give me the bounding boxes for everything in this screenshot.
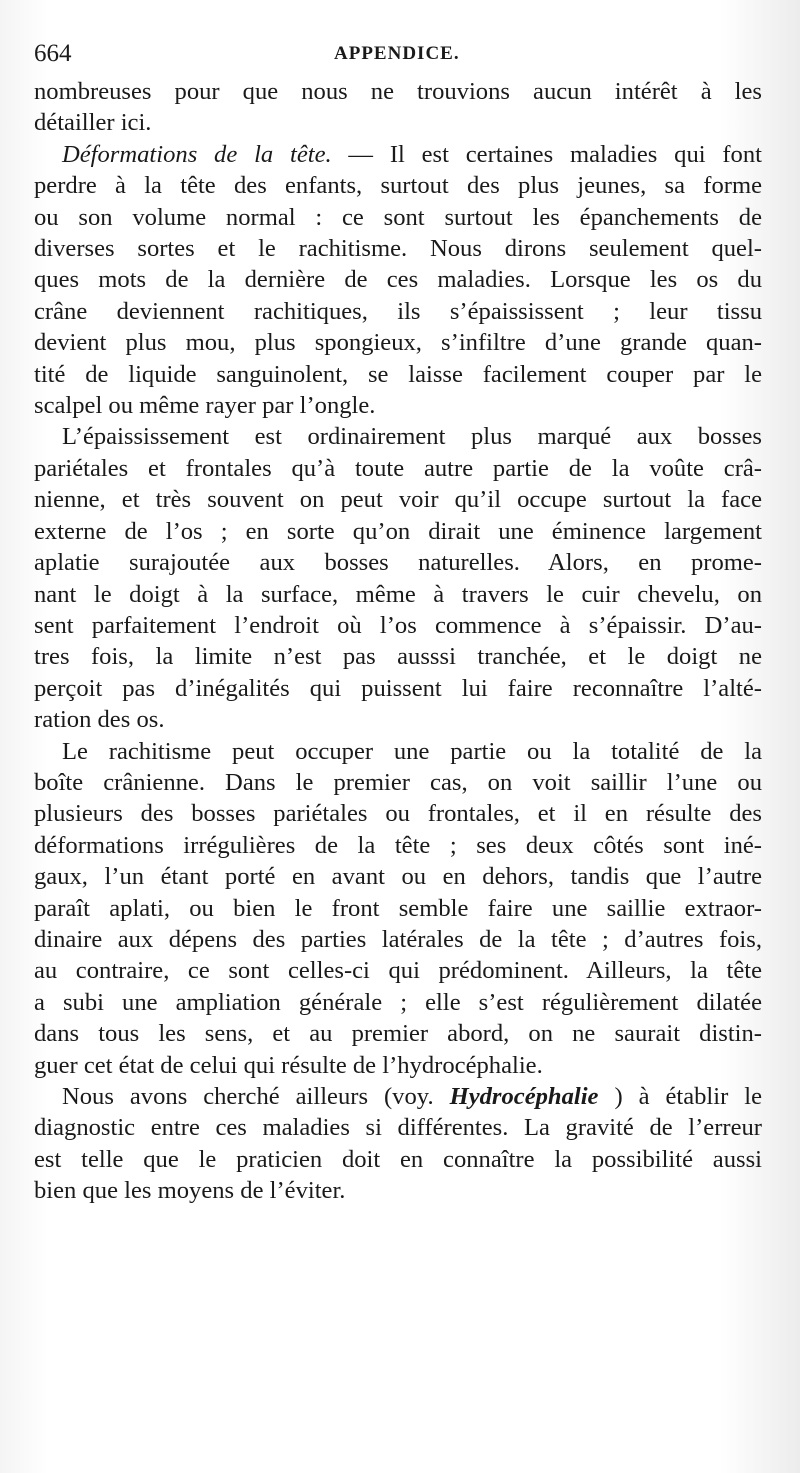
text-line (34, 1081, 762, 1112)
text-line: nant le doigt à la surface, même à travers le cuir chevelu, on (34, 580, 762, 608)
text-line: déformations irrégulières de la tête ; ses deux côtés sont iné- (34, 831, 762, 859)
text-line: ration des os. (34, 706, 165, 734)
text-line: bien que les moyens de l’éviter. (34, 1177, 346, 1205)
paragraph (34, 421, 762, 735)
text-line: crâne deviennent rachitiques, ils s’épaississent ; leur tissu (34, 297, 762, 325)
text-line: nienne, et très souvent on peut voir qu’il occupe surtout la face (34, 486, 762, 514)
text-line: L’épaississement est ordinairement plus marqué aux bosses (62, 423, 762, 451)
text-line: est telle que le praticien doit en connaître la possibilité aussi (34, 1145, 762, 1173)
text-line: détailler ici. (34, 109, 152, 137)
text-line: devient plus mou, plus spongieux, s’infiltre d’une grande quan- (34, 329, 762, 357)
page-header (34, 40, 764, 80)
page-number: 664 (34, 40, 72, 67)
section-heading: Déformations de la tête. (62, 140, 332, 168)
text-line: diverses sortes et le rachitisme. Nous dirons seulement quel- (34, 235, 762, 263)
text-line: perçoit pas d’inégalités qui puissent lui faire reconnaître l’alté- (34, 674, 762, 702)
text-fragment: — Il est certaines maladies qui font (331, 140, 762, 168)
text-line: perdre à la tête des enfants, surtout des plus jeunes, sa forme (34, 172, 762, 200)
text-line: boîte crânienne. Dans le premier cas, on voit saillir l’une ou (34, 768, 762, 796)
text-line: sent parfaitement l’endroit où l’os commence à s’épaissir. D’au- (34, 611, 762, 639)
text-line: dans tous les sens, et au premier abord, on ne saurait distin- (34, 1020, 762, 1048)
paragraph (34, 76, 762, 139)
text-line: Le rachitisme peut occuper une partie ou la totalité de la (62, 737, 762, 765)
text-line: tité de liquide sanguinolent, se laisse facilement couper par le (34, 360, 762, 388)
text-line: gaux, l’un étant porté en avant ou en dehors, tandis que l’autre (34, 863, 762, 891)
text-line: pariétales et frontales qu’à toute autre partie de la voûte crâ- (34, 454, 762, 482)
text-line: paraît aplati, ou bien le front semble faire une saillie extraor- (34, 894, 762, 922)
text-fragment: Nous avons cherché ailleurs (voy. (62, 1083, 450, 1110)
text-line: guer cet état de celui qui résulte de l’hydrocéphalie. (34, 1051, 543, 1079)
text-line: au contraire, ce sont celles-ci qui prédominent. Ailleurs, la tête (34, 957, 762, 985)
text-fragment: ) à établir le (598, 1083, 762, 1110)
paragraph (34, 736, 762, 1081)
text-line: dinaire aux dépens des parties latérales de la tête ; d’autres fois, (34, 925, 762, 953)
text-line: ou son volume normal : ce sont surtout les épanchements de (34, 203, 762, 231)
text-line: externe de l’os ; en sorte qu’on dirait une éminence largement (34, 517, 762, 545)
text-line: diagnostic entre ces maladies si différentes. La gravité de l’erreur (34, 1114, 762, 1142)
cross-reference: Hydrocéphalie (449, 1083, 599, 1110)
text-line: nombreuses pour que nous ne trouvions aucun intérêt à les (34, 78, 762, 105)
text-line: tres fois, la limite n’est pas ausssi tranchée, et le doigt ne (34, 643, 762, 671)
body-text (34, 76, 762, 1207)
text-line (34, 139, 762, 170)
running-head: APPENDICE. (334, 43, 460, 64)
show-through-text (40, 1255, 760, 1283)
paragraph (34, 1081, 762, 1207)
text-line: plusieurs des bosses pariétales ou frontales, et il en résulte des (34, 800, 762, 828)
text-line: a subi une ampliation générale ; elle s’est régulièrement dilatée (34, 988, 762, 1016)
text-line: scalpel ou même rayer par l’ongle. (34, 392, 376, 420)
paragraph (34, 139, 762, 422)
text-line: ques mots de la dernière de ces maladies. Lorsque les os du (34, 266, 762, 294)
text-line: aplatie surajoutée aux bosses naturelles. Alors, en prome- (34, 549, 762, 577)
